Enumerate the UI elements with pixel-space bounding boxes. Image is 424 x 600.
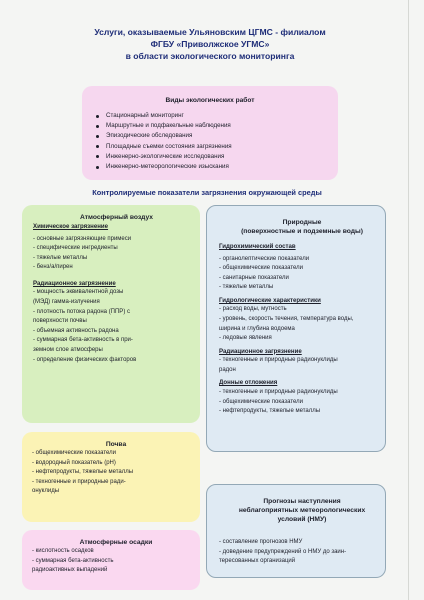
title-line-1: Услуги, оказываемые Ульяновским ЦГМС - филиалом [94, 27, 326, 37]
list-item: - органолептические показатели [219, 255, 310, 262]
indicators-heading: Контролируемые показатели загрязнения окружающей среды [92, 188, 322, 197]
page-title [40, 26, 380, 62]
list-item: Эпизодические обследования [96, 131, 338, 141]
water-radiation-heading: Радиационное загрязнение [219, 347, 302, 355]
list-item: - тяжелые металлы [33, 254, 88, 261]
list-item: - основные загрязняющие примеси [33, 235, 132, 242]
precipitation-heading: Атмосферные осадки [79, 539, 153, 546]
list-item: - составление прогнозов НМУ [219, 539, 303, 545]
list-item: - тяжелые металлы [219, 284, 274, 291]
water-sediments-heading: Донные отложения [219, 379, 278, 387]
list-item: - суммарная бета-активность [32, 557, 114, 564]
list-item: - техногенные и природные радионуклиды [219, 357, 338, 364]
atmospheric-air-heading: Атмосферный воздух [79, 214, 154, 221]
nmu-heading-line-1: Прогнозы наступления [263, 498, 341, 505]
nmu-forecast-box [206, 484, 386, 578]
natural-waters-heading-line-1: Природные [282, 219, 322, 226]
water-hydrochemical-heading: Гидрохимический состав [219, 243, 296, 250]
title-line-3: в области экологического мониторинга [125, 51, 295, 61]
air-radiation-heading: Радиационное загрязнение [33, 279, 116, 287]
list-item: - общехимические показатели [219, 398, 304, 405]
natural-waters-box [206, 205, 386, 452]
water-hydrological-heading: Гидрологические характеристики [219, 296, 321, 304]
list-item: - доведение предупреждений о НМУ до заин- [219, 548, 347, 555]
list-item: радон [219, 366, 236, 373]
list-item: (МЭД) гамма-излучения [33, 298, 100, 305]
list-item: Инженерно-экологические исследования [96, 152, 338, 162]
list-item: - техногенные и природные радионуклиды [219, 388, 338, 395]
list-item: тересованных организаций [219, 558, 296, 565]
list-item: - уровень, скорость течения, температура воды, [219, 315, 354, 322]
soil-box [22, 432, 200, 522]
list-item: Маршрутные и подфакельные наблюдения [96, 121, 338, 131]
list-item: Площадные съемки состояния загрязнения [96, 142, 338, 152]
list-item: - нефтепродукты, тяжелые металлы [32, 469, 134, 476]
list-item: ширина и глубина водоема [219, 325, 295, 332]
list-item: земном слое атмосферы [33, 346, 103, 353]
atmospheric-air-box [22, 205, 200, 423]
title-line-2: ФГБУ «Приволжское УГМС» [150, 39, 270, 49]
list-item: - ледовые явления [219, 335, 272, 342]
list-item: - суммарная бета-активность в при- [33, 337, 133, 344]
ecological-works-list [96, 111, 338, 172]
nmu-heading [219, 497, 385, 524]
list-item: - расход воды, мутность [219, 306, 287, 313]
list-item: онуклиды [32, 488, 60, 495]
list-item: - определение физических факторов [33, 356, 137, 363]
list-item: - техногенные и природные ради- [32, 478, 126, 485]
list-item: - бенз/а/пирен [33, 264, 73, 271]
natural-waters-heading [219, 218, 385, 236]
ecological-works-box [82, 86, 338, 180]
nmu-heading-line-2: неблагоприятных метеорологических [238, 507, 366, 514]
list-item: поверхности почвы [33, 318, 87, 325]
ecological-works-heading: Виды экологических работ [165, 97, 255, 104]
natural-waters-heading-line-2: (поверхностные и подземные воды) [241, 228, 363, 235]
list-item: - общехимические показатели [32, 450, 117, 456]
soil-heading: Почва [105, 441, 127, 448]
nmu-heading-line-3: условий (НМУ) [277, 516, 327, 523]
precipitation-box [22, 530, 200, 590]
air-chemical-heading: Химическое загрязнение [33, 223, 109, 230]
list-item: - санитарные показатели [219, 274, 289, 281]
page-edge-line [408, 0, 409, 600]
list-item: - мощность эквивалентной дозы [33, 289, 124, 296]
list-item: - кислотность осадков [32, 548, 94, 554]
list-item: - специфические ингредиенты [33, 245, 118, 252]
list-item: Инженерно-метеорологические изыскания [96, 162, 338, 172]
list-item: - объемная активность радона [33, 327, 119, 334]
list-item: Стационарный мониторинг [96, 111, 338, 121]
list-item: - плотность потока радона (ППР) с [33, 308, 130, 315]
list-item: - нефтепродукты, тяжелые металлы [219, 408, 321, 415]
list-item: - водородный показатель (рН) [32, 459, 116, 466]
list-item: радиоактивных выпадений [32, 567, 108, 574]
list-item: - общехимические показатели [219, 265, 304, 272]
